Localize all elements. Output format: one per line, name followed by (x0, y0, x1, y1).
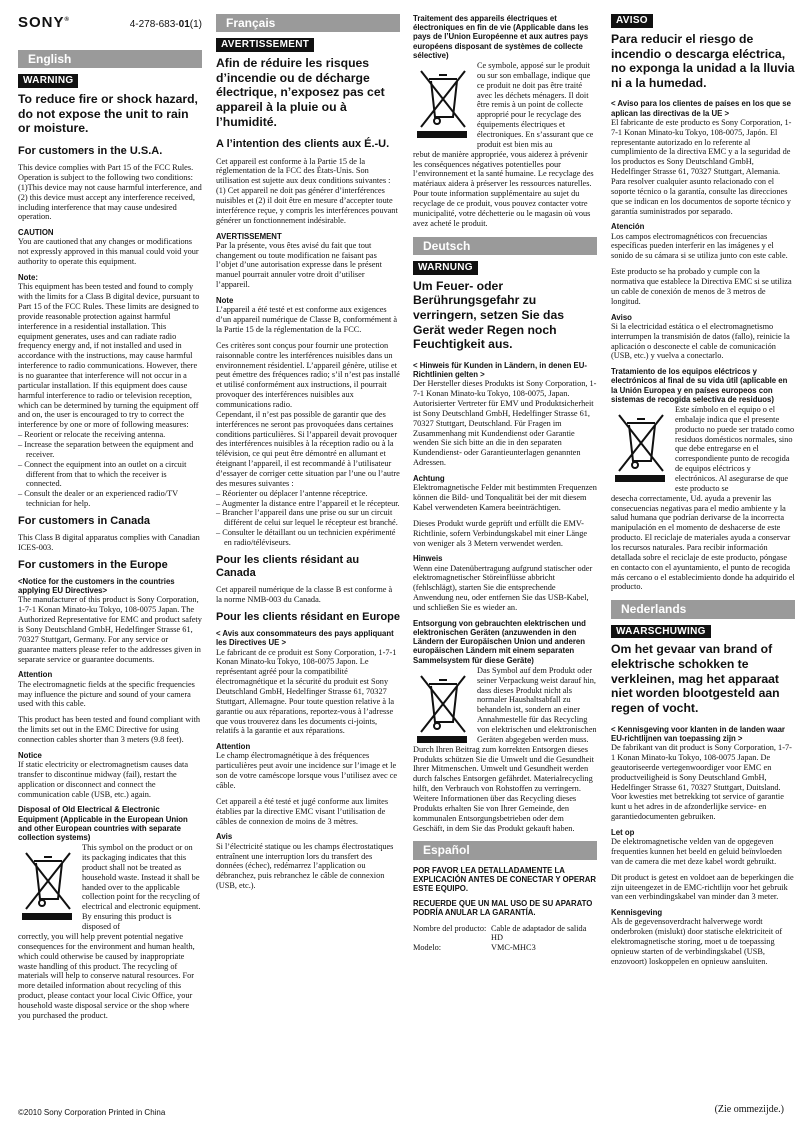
lang-header-espanol: Español (413, 841, 597, 859)
paragraph: This device complies with Part 15 of the FCC Rules. Operation is subject to the following two conditions: (18, 163, 194, 182)
column-es-nl (611, 14, 795, 973)
column-fr-de-es (413, 14, 597, 953)
warning-text: To reduce fire or shock hazard, do not expose the unit to rain or moisture. (18, 92, 198, 136)
paragraph: Le champ électromagnétique à des fréquences particulières peut avoir une incidence sur l’image et le son de votre caméscope lorsque vous l’utilisez avec ce câble. (216, 751, 398, 791)
list-item: – Connect the equipment into an outlet on a circuit different from that to which the receiver is connected. (18, 460, 202, 490)
paragraph: Cependant, il n’est pas possible de garantir que des interférences ne seront pas provoquées dans certaines conditions particulières. Si l’appareil devait provoquer des interférences nuisibles à la réception radio ou à la télévision, ce qui peut être démontré en allumant et éteignant l’appareil, il est recommandé à l’utilisateur d’essayer de corriger cette situation par l’une ou l’autre des mesures suivantes : (216, 409, 400, 488)
section-title-canada: For customers in Canada (18, 514, 151, 527)
paragraph: The electromagnetic fields at the specific frequencies may influence the picture and sound of your camera used with this cable. (18, 679, 195, 709)
notice-title: < Hinweis für Kunden in Ländern, in denen EU-Richtlinien gelten > (413, 360, 587, 380)
paragraph: De fabrikant van dit product is Sony Corporation, 1-7-1 Konan Minato-ku Tokyo, 108-0075 Japan. De geautoriseerde vertegenwoordiger voor EMC en productveiligheid is Sony Deutschland GmbH, Hedelfinger Strasse 61, 70327 Stuttgart, Duitsland. Voor kwesties met betrekking tot service of garantie kunt u het adres in de afzonderlijke service- en garantiedocumenten gebruiken. (611, 743, 792, 822)
paragraph: If static electricity or electromagnetism causes data transfer to discontinue midway (fail), restart the application or disconnect and connect the communication cable (USB, etc.) again. (18, 760, 189, 799)
warning-text: Para reducir el riesgo de incendio o descarga eléctrica, no exponga la unidad a la lluvia ni a la humedad. (611, 31, 795, 90)
attention-title: Attention (216, 742, 251, 752)
disposal-title: Traitement des appareils électriques et électroniques en fin de vie (Applicable dans les pays de l’Union Européenne et aux autres pays européens disposant de systèmes de collecte sélective) (413, 14, 589, 60)
lang-header-nederlands: Nederlands (611, 600, 795, 618)
product-name-value: Cable de adaptador de salida HD (491, 923, 587, 943)
disposal-title: Tratamiento de los equipos eléctricos y electrónicos al final de su vida útil (aplicable en la Unión Europea y en países europeos con sistemas de recogida selectiva de residuos) (611, 367, 788, 404)
paragraph: Das Symbol auf dem Produkt oder seiner Verpackung weist darauf hin, dass dieses Produkt nicht als normaler Haushaltsabfall zu behandeln ist, sondern an einer Annahmestelle für das Recycling von elektrischen und elektronischen Geräten abgegeben werden muss. (477, 665, 597, 744)
list-item: – Consult the dealer or an experienced radio/TV technician for help. (18, 489, 202, 509)
avis-title: Avis (216, 832, 233, 842)
achtung-title: Achtung (413, 474, 445, 484)
crossed-out-wheelie-bin-icon (18, 843, 78, 932)
paragraph: Este producto se ha probado y cumple con la normativa que establece la Directiva EMC si se utiliza un cable de conexión de menos de 3 metros de longitud. (611, 267, 792, 306)
paragraph: L’appareil a été testé et est conforme aux exigences d’un appareil numérique de Classe B, conformément à la Partie 15 de la réglementation de la FCC. (216, 305, 398, 334)
bold-notice: POR FAVOR LEA DETALLADAMENTE LA EXPLICACIÓN ANTES DE CONECTAR Y OPERAR ESTE EQUIPO. (413, 865, 596, 894)
paragraph: Le fabricant de ce produit est Sony Corporation, 1-7-1 Konan Minato-ku Tokyo, 108-0075 Japon. Le représentant agréé pour la compatibilité électromagnétique et la sécurité du produit est Sony Deutschland GmbH, Hedelfinger Strasse 61, 70327 Stuttgart, Allemagne. Pour toute question relative à la garantie ou aux réparations, reportez-vous à l’adresse que vous trouverez dans les documents ci-joints, relatifs à la garantie et aux réparations. (216, 647, 397, 736)
paragraph: Durch Ihren Beitrag zum korrekten Entsorgen dieses Produkts schützen Sie die Umwelt und die Gesundheit Ihrer Mitmenschen. Umwelt und Gesundheit werden durch falsches Entsorgen gefährdet. Materialrecycling hilft, den Verbrauch von Rohstoffen zu verringern. Weitere Informationen über das Recycling dieses Produkts erhalten Sie von Ihrer Gemeinde, den kommunalen Entsorgungsbetrieben oder dem Geschäft, in dem Sie das Produkt gekauft haben. (413, 744, 594, 833)
recycle-block (611, 405, 795, 494)
copyright: ©2010 Sony Corporation Printed in China (18, 1108, 166, 1117)
warning-text: Um Feuer- oder Berührungsgefahr zu verringern, setzen Sie das Gerät weder Regen noch Feuchtigkeit aus. (413, 278, 565, 352)
column-francais (216, 14, 400, 897)
paragraph: correctly, you will help prevent potential negative consequences for the environment and human health, which could otherwise be caused by inappropriate waste handling of this product. The recycling of materials will help to conserve natural resources. For more detailed information about recycling of this product, please contact your local Civic Office, your household waste disposal service or the shop where you purchased the product. (18, 931, 195, 1020)
paragraph: This equipment has been tested and found to comply with the limits for a Class B digital device, pursuant to Part 15 of the FCC Rules. These limits are designed to provide reasonable protection against harmful interference in a residential installation. This equipment generates, uses and can radiate radio frequency energy and, if not installed and used in accordance with the instructions, may cause harmful interference to radio communications. However, there is no guarantee that interference will not occur in a particular installation. If this equipment does cause harmful interference to radio or television reception, which can be determined by turning the equipment off and on, the user is encouraged to try to correct the interference by one or more of following measures: (18, 282, 200, 430)
measures-list (216, 489, 400, 548)
model-value: VMC-MHC3 (491, 943, 536, 953)
paragraph: El fabricante de este producto es Sony Corporation, 1-7-1 Konan Minato-ku Tokyo, 108-0075, Japón. El representante autorizado en lo referente al cumplimiento de la directiva EMC y a la seguridad de los productos es Sony Deutschland GmbH, Hedelfinger Strasse 61, 70327 Stuttgart, Alemania. Para resolver cualquier asunto relacionado con el soporte técnico o la garantía, consulte las direcciones que se indican en los documentos de soporte técnico y garantía suministrados por separado. (611, 117, 792, 216)
crossed-out-wheelie-bin-icon (413, 666, 473, 745)
caution-title: CAUTION (18, 228, 54, 238)
section-title-canada: Pour les clients résidant au Canada (216, 553, 360, 580)
recycle-block (413, 61, 597, 150)
kennisgeving-title: Kennisgeving (611, 908, 663, 918)
lang-header-francais: Français (216, 14, 400, 32)
paragraph: Dieses Produkt wurde geprüft und erfüllt die EMV-Richtlinie, sofern Verbindungskabel mit einer Länge von weniger als 3 Metern verwendet werden. (413, 518, 588, 548)
crossed-out-wheelie-bin-icon (611, 405, 671, 494)
product-name-label: Nombre del producto: (413, 923, 487, 933)
disposal-title: Entsorgung von gebrauchten elektrischen und elektronischen Geräten (anzuwenden in den Ländern der Europäischen Union und anderen europäischen Ländern mit einem separaten Sammelsystem für diese Geräte) (413, 618, 586, 665)
list-item: – Brancher l’appareil dans une prise ou sur un circuit différent de celui sur lequel le récepteur est branché. (216, 508, 400, 528)
warning-badge: AVISO (611, 14, 653, 28)
document-header (18, 14, 202, 32)
section-title-europe: For customers in the Europe (18, 558, 168, 571)
paragraph: You are cautioned that any changes or modifications not expressly approved in this manual could void your authority to operate this equipment. (18, 237, 199, 267)
paragraph: Par la présente, vous êtes avisé du fait que tout changement ou toute modification ne faisant pas l’objet d’une autorisation expresse dans le présent manuel pourrait annuler votre droit d’utiliser l’appareil. (216, 240, 382, 290)
paragraph: Als de gegevensoverdracht halverwege wordt onderbroken (mislukt) door statische elektriciteit of elektromagnetische storing, moet u de toepassing opnieuw starten of de verbindingskabel (USB, enzovoort) loskoppelen en opnieuw aansluiten. (611, 917, 783, 966)
paragraph: Cet appareil numérique de la classe B est conforme à la norme NMB-003 du Canada. (216, 585, 393, 605)
paragraph: Los campos electromagnéticos con frecuencias específicas pueden interferir en las imágenes y el sonido de su cámara si se utiliza junto con este cable. (611, 231, 788, 261)
section-title-usa: A l’intention des clients aux É.-U. (216, 138, 390, 151)
paragraph: desecha correctamente, Ud. ayuda a prevenir las consecuencias negativas para el medio ambiente y la salud humana que podrían derivarse de la incorrecta manipulación en el momento de deshacerse de este producto. El reciclaje de materiales ayuda a conservar los recursos naturales. Para recibir información detallada sobre el reciclaje de este producto, póngase en contacto con el ayuntamiento, el punto de recogida más cercano o el establecimiento donde ha adquirido el producto. (611, 493, 795, 592)
warning-badge: WAARSCHUWING (611, 625, 711, 639)
paragraph: De elektromagnetische velden van de opgegeven frequenties kunnen het beeld en geluid beïnvloeden van de camera die met deze kabel wordt gebruikt. (611, 837, 782, 866)
warning-badge: WARNUNG (413, 261, 478, 275)
hinweis-title: Hinweis (413, 554, 443, 564)
part-number: 4-278-683-01(1) (129, 19, 202, 30)
attention-title: Attention (18, 670, 53, 680)
lang-header-english: English (18, 50, 202, 68)
column-english (18, 14, 202, 1021)
list-item: – Réorienter ou déplacer l’antenne réceptrice. (216, 489, 400, 499)
section-title-europe: Pour les clients résidant en Europe (216, 610, 400, 623)
warning-badge: WARNING (18, 74, 78, 88)
paragraph: (1)This device may not cause harmful interference, and (2) this device must accept any interference received, including interference that may cause undesired operation. (18, 182, 202, 222)
note-title: Note: (18, 273, 38, 283)
product-name-row (413, 924, 597, 944)
atencion-title: Atención (611, 222, 645, 232)
notice-title: <Notice for the customers in the countries applying EU Directives> (18, 577, 175, 596)
list-item: – Reorient or relocate the receiving antenna. (18, 430, 202, 440)
warning-badge: AVERTISSEMENT (216, 38, 314, 52)
paragraph: rebut de manière appropriée, vous aiderez à prévenir les conséquences négatives potentielles pour l’environnement et la santé humaine. Le recyclage des matériaux aidera à préserver les ressources naturelles. Pour toute information supplémentaire au sujet du recyclage de ce produit, vous pouvez contacter votre municipalité, votre déchetterie ou le magasin où vous avez acheté le produit. (413, 149, 594, 228)
section-title-usa: For customers in the U.S.A. (18, 144, 163, 157)
paragraph: Ce symbole, apposé sur le produit ou sur son emballage, indique que ce produit ne doit pas être traité avec les déchets ménagers. Il doit être remis à un point de collecte approprié pour le recyclage des équipements électriques et électroniques. En s’assurant que ce produit est bien mis au (477, 60, 594, 149)
recycle-block (18, 843, 202, 932)
notice2-title: Notice (18, 750, 42, 760)
avert-title: AVERTISSEMENT (216, 231, 282, 241)
paragraph: This symbol on the product or on its packaging indicates that this product shall not be treated as household waste. Instead it shall be handed over to the applicable collection point for the recycling of electrical and electronic equipment. By ensuring this product is disposed of (82, 843, 201, 932)
paragraph: Wenn eine Datenübertragung aufgrund statischer oder elektromagnetischer Störeinflüsse abbricht (fehlschlägt), starten Sie die entsprechende Anwendung neu, oder entfernen Sie das USB-Kabel, und schließen Sie es wieder an. (413, 563, 593, 612)
crossed-out-wheelie-bin-icon (413, 61, 473, 150)
paragraph: This product has been tested and found compliant with the limits set out in the EMC Directive for using connection cables shorter than 3 meters (9.8 feet). (18, 715, 201, 744)
notice-title: < Avis aux consommateurs des pays appliquant les Directives UE > (216, 629, 394, 648)
list-item: – Augmenter la distance entre l’appareil et le récepteur. (216, 499, 400, 509)
disposal-title: Disposal of Old Electrical & Electronic Equipment (Applicable in the European Union and other European countries with separate collection systems) (18, 805, 188, 842)
notice-title: < Aviso para los clientes de países en los que se aplican las directivas de la UE > (611, 99, 791, 118)
list-item: – Consulter le détaillant ou un technicien expérimenté en radio/téléviseurs. (216, 528, 400, 548)
model-row (413, 943, 597, 953)
warning-text: Om het gevaar van brand of elektrische schokken te verkleinen, mag het apparaat niet worden blootgesteld aan regen of vocht. (611, 642, 780, 716)
paragraph: Este símbolo en el equipo o el embalaje indica que el presente producto no puede ser tratado como residuos domésticos normales, sino que debe entregarse en el correspondiente punto de recogida de equipos eléctricos y electrónicos. Al asegurarse de que este producto se (675, 405, 795, 493)
sony-logo: SONY® (18, 14, 70, 31)
paragraph: Elektromagnetische Felder mit bestimmten Frequenzen können die Bild- und Tonqualität bei der mit diesem Kabel verwendeten Kamera beeinträchtigen. (413, 483, 597, 512)
paragraph: Si la electricidad estática o el electromagnetismo interrumpen la transmisión de datos (fallo), reinicie la aplicación o desconecte el cable de comunicación (USB, etc.) y vuelva a conectarlo. (611, 321, 790, 361)
warning-text: Afin de réduire les risques d’incendie ou de décharge électrique, n’exposez pas cet appareil à la pluie ou à l’humidité. (216, 56, 385, 129)
aviso-title: Aviso (611, 312, 632, 322)
paragraph: Cet appareil est conforme à la Partie 15 de la réglementation de la FCC des États-Unis. Son utilisation est sujette aux deux conditions suivantes : (1) Cet appareil ne doit pas générer d’interférences nuisibles et (2) il doit être en mesure d’accepter toute interférence reçue, y compris les interférences pouvant générer un fonctionnement indésirable. (216, 156, 398, 225)
paragraph: This Class B digital apparatus complies with Canadian ICES-003. (18, 533, 200, 553)
continue-note: (Zie ommezijde.) (714, 1104, 784, 1115)
paragraph: Ces critères sont conçus pour fournir une protection raisonnable contre les interférences nuisibles dans un environnement résidentiel. L’appareil génère, utilise et peut émettre des fréquences radio; s’il n’est pas installé et utilisé conformément aux instructions, il pourrait provoquer des interférences nuisibles aux communications radio. (216, 340, 400, 409)
recycle-block (413, 666, 597, 745)
paragraph: The manufacturer of this product is Sony Corporation, 1-7-1 Konan Minato-ku Tokyo, 108-0075 Japan. The Authorized Representative for EMC and product safety is Sony Deutschland GmbH, Hedelfinger Strasse 61, 70327 Stuttgart, Germany. For any service or guarantee matters please refer to the addresses given in separate service or guarantee documents. (18, 595, 202, 664)
bold-notice: RECUERDE QUE UN MAL USO DE SU APARATO PODRÍA ANULAR LA GARANTÍA. (413, 899, 593, 918)
lang-header-deutsch: Deutsch (413, 237, 597, 255)
measures-list (18, 430, 202, 509)
note-title: Note (216, 296, 234, 306)
paragraph: Der Hersteller dieses Produkts ist Sony Corporation, 1-7-1 Konan Minato-ku Tokyo, 108-0075, Japan. Autorisierter Vertreter für EMV und Produktsicherheit ist Sony Deutschland GmbH, Hedelfinger Strasse 61, 70327 Stuttgart, Deutschland. Für Fragen im Zusammenhang mit Kundendienst oder Garantie wenden Sie sich bitte an die in den separaten Kundendienst- oder Garantieunterlagen genannten Adressen. (413, 379, 597, 468)
paragraph: Si l’électricité statique ou les champs électrostatiques entraînent une interruption lors du transfert des données (échec), redémarrez l’application ou débranchez, puis rebranchez le câble de connexion (USB, etc.). (216, 841, 394, 891)
list-item: – Increase the separation between the equipment and receiver. (18, 440, 202, 460)
model-label: Modelo: (413, 943, 442, 953)
letop-title: Let op (611, 827, 635, 837)
paragraph: Dit product is getest en voldoet aan de beperkingen die zijn uiteengezet in de EMC-richtlijn voor het gebruik van een verbindingskabel van minder dan 3 meter. (611, 872, 794, 902)
notice-title: < Kennisgeving voor klanten in de landen waar EU-richtlijnen van toepassing zijn > (611, 724, 785, 743)
paragraph: Cet appareil a été testé et jugé conforme aux limites établies par la directive EMC visant l’utilisation de câbles de connexion de moins de 3 mètres. (216, 796, 389, 826)
